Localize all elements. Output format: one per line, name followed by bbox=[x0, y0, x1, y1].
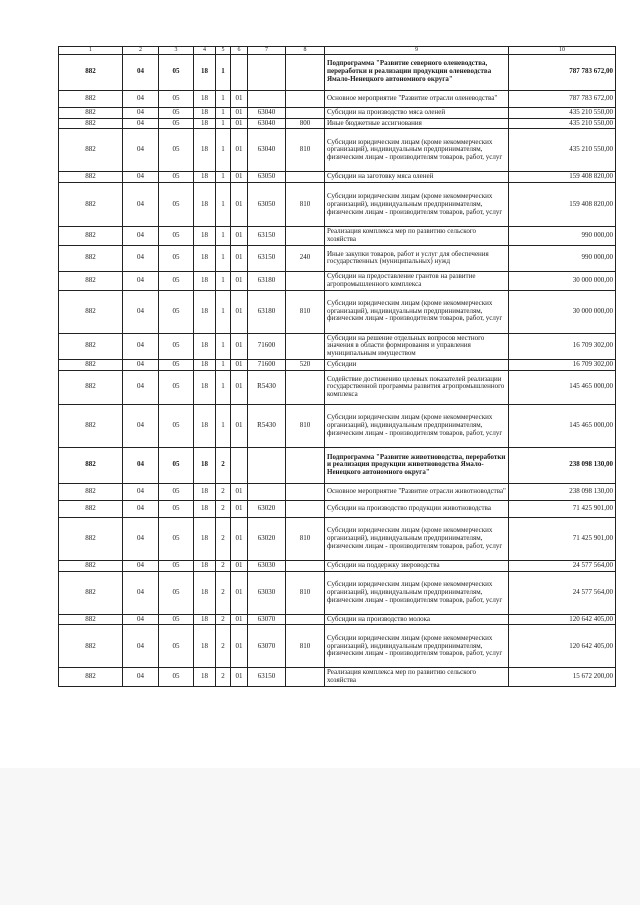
ministry-code-cell: 882 bbox=[59, 290, 123, 333]
expense-type-code-cell bbox=[286, 370, 325, 404]
description-cell: Иные закупки товаров, работ и услуг для обеспечения государственных (муниципальных) нужд bbox=[325, 245, 509, 271]
amount-cell: 71 425 901,00 bbox=[509, 500, 616, 517]
amount-cell: 435 210 550,00 bbox=[509, 107, 616, 118]
subprogram-code-cell: 2 bbox=[216, 560, 231, 571]
table-row bbox=[59, 271, 616, 290]
section-code-cell: 04 bbox=[123, 483, 159, 500]
section-code-cell: 04 bbox=[123, 668, 159, 687]
subsection-code-cell: 05 bbox=[159, 290, 194, 333]
amount-cell: 435 210 550,00 bbox=[509, 129, 616, 172]
ministry-code-cell: 882 bbox=[59, 500, 123, 517]
column-number: 10 bbox=[509, 47, 616, 55]
amount-cell: 435 210 550,00 bbox=[509, 118, 616, 129]
subsection-code-cell: 05 bbox=[159, 118, 194, 129]
subprogram-code-cell: 1 bbox=[216, 227, 231, 246]
ministry-code-cell: 882 bbox=[59, 517, 123, 560]
direction-code-cell bbox=[248, 54, 286, 90]
column-number: 6 bbox=[231, 47, 248, 55]
section-code-cell: 04 bbox=[123, 625, 159, 668]
subprogram-row bbox=[59, 54, 616, 90]
direction-code-cell: R5430 bbox=[248, 370, 286, 404]
expense-type-code-cell: 800 bbox=[286, 118, 325, 129]
column-number: 2 bbox=[123, 47, 159, 55]
event-code-cell: 01 bbox=[231, 245, 248, 271]
column-number: 5 bbox=[216, 47, 231, 55]
event-code-cell: 01 bbox=[231, 517, 248, 560]
program-code-cell: 18 bbox=[194, 483, 216, 500]
expense-type-code-cell bbox=[286, 227, 325, 246]
event-code-cell: 01 bbox=[231, 118, 248, 129]
expense-type-code-cell: 810 bbox=[286, 625, 325, 668]
description-cell: Подпрограмма "Развитие северного оленеводства, переработки и реализации продукции оленеводства Ямало-Ненецкого автономного округа" bbox=[325, 54, 509, 90]
event-code-cell: 01 bbox=[231, 290, 248, 333]
description-cell: Реализация комплекса мер по развитию сельского хозяйства bbox=[325, 668, 509, 687]
section-code-cell: 04 bbox=[123, 107, 159, 118]
section-code-cell: 04 bbox=[123, 333, 159, 359]
event-code-cell: 01 bbox=[231, 668, 248, 687]
description-cell: Реализация комплекса мер по развитию сельского хозяйства bbox=[325, 227, 509, 246]
table-row bbox=[59, 90, 616, 107]
table-row bbox=[59, 370, 616, 404]
table-row bbox=[59, 172, 616, 183]
event-code-cell: 01 bbox=[231, 360, 248, 371]
subprogram-code-cell: 1 bbox=[216, 118, 231, 129]
description-cell: Подпрограмма "Развитие животноводства, переработки и реализация продукции животноводства Ямало-Ненецкого автономного округа" bbox=[325, 447, 509, 483]
subprogram-code-cell: 2 bbox=[216, 614, 231, 625]
column-number: 1 bbox=[59, 47, 123, 55]
table-row bbox=[59, 333, 616, 359]
event-code-cell bbox=[231, 447, 248, 483]
subprogram-code-cell: 1 bbox=[216, 245, 231, 271]
table-row bbox=[59, 614, 616, 625]
ministry-code-cell: 882 bbox=[59, 107, 123, 118]
subprogram-code-cell: 1 bbox=[216, 271, 231, 290]
section-code-cell: 04 bbox=[123, 118, 159, 129]
section-code-cell: 04 bbox=[123, 560, 159, 571]
expense-type-code-cell bbox=[286, 447, 325, 483]
program-code-cell: 18 bbox=[194, 54, 216, 90]
direction-code-cell: 63040 bbox=[248, 118, 286, 129]
program-code-cell: 18 bbox=[194, 245, 216, 271]
section-code-cell: 04 bbox=[123, 129, 159, 172]
event-code-cell: 01 bbox=[231, 500, 248, 517]
direction-code-cell: 63020 bbox=[248, 517, 286, 560]
amount-cell: 990 000,00 bbox=[509, 227, 616, 246]
ministry-code-cell: 882 bbox=[59, 227, 123, 246]
direction-code-cell: 71600 bbox=[248, 360, 286, 371]
direction-code-cell: 63050 bbox=[248, 183, 286, 227]
amount-cell: 159 408 820,00 bbox=[509, 183, 616, 227]
event-code-cell: 01 bbox=[231, 404, 248, 447]
description-cell: Субсидии на производство мяса оленей bbox=[325, 107, 509, 118]
subprogram-code-cell: 1 bbox=[216, 404, 231, 447]
table-row bbox=[59, 625, 616, 668]
description-cell: Субсидии на заготовку мяса оленей bbox=[325, 172, 509, 183]
table-row bbox=[59, 668, 616, 687]
subsection-code-cell: 05 bbox=[159, 333, 194, 359]
subprogram-code-cell: 1 bbox=[216, 129, 231, 172]
direction-code-cell: 63020 bbox=[248, 500, 286, 517]
description-cell: Субсидии bbox=[325, 360, 509, 371]
direction-code-cell: 63040 bbox=[248, 107, 286, 118]
expense-type-code-cell bbox=[286, 668, 325, 687]
subsection-code-cell: 05 bbox=[159, 245, 194, 271]
expense-type-code-cell bbox=[286, 560, 325, 571]
amount-cell: 990 000,00 bbox=[509, 245, 616, 271]
program-code-cell: 18 bbox=[194, 560, 216, 571]
event-code-cell: 01 bbox=[231, 614, 248, 625]
program-code-cell: 18 bbox=[194, 625, 216, 668]
program-code-cell: 18 bbox=[194, 90, 216, 107]
expense-type-code-cell: 810 bbox=[286, 517, 325, 560]
direction-code-cell: 63180 bbox=[248, 290, 286, 333]
budget-table bbox=[58, 46, 616, 687]
table-row bbox=[59, 245, 616, 271]
amount-cell: 120 642 405,00 bbox=[509, 625, 616, 668]
subsection-code-cell: 05 bbox=[159, 500, 194, 517]
event-code-cell: 01 bbox=[231, 183, 248, 227]
subprogram-code-cell: 1 bbox=[216, 90, 231, 107]
event-code-cell: 01 bbox=[231, 483, 248, 500]
page-bottom-margin bbox=[0, 768, 640, 905]
ministry-code-cell: 882 bbox=[59, 614, 123, 625]
subsection-code-cell: 05 bbox=[159, 360, 194, 371]
subsection-code-cell: 05 bbox=[159, 90, 194, 107]
ministry-code-cell: 882 bbox=[59, 118, 123, 129]
program-code-cell: 18 bbox=[194, 290, 216, 333]
section-code-cell: 04 bbox=[123, 370, 159, 404]
ministry-code-cell: 882 bbox=[59, 483, 123, 500]
expense-type-code-cell bbox=[286, 90, 325, 107]
ministry-code-cell: 882 bbox=[59, 447, 123, 483]
expense-type-code-cell: 520 bbox=[286, 360, 325, 371]
description-cell: Основное мероприятие "Развитие отрасли оленеводства" bbox=[325, 90, 509, 107]
ministry-code-cell: 882 bbox=[59, 183, 123, 227]
program-code-cell: 18 bbox=[194, 271, 216, 290]
program-code-cell: 18 bbox=[194, 183, 216, 227]
amount-cell: 787 783 672,00 bbox=[509, 54, 616, 90]
direction-code-cell: 63150 bbox=[248, 245, 286, 271]
program-code-cell: 18 bbox=[194, 118, 216, 129]
subsection-code-cell: 05 bbox=[159, 483, 194, 500]
table-row bbox=[59, 560, 616, 571]
subprogram-code-cell: 2 bbox=[216, 571, 231, 614]
direction-code-cell: 63150 bbox=[248, 227, 286, 246]
subsection-code-cell: 05 bbox=[159, 571, 194, 614]
program-code-cell: 18 bbox=[194, 172, 216, 183]
section-code-cell: 04 bbox=[123, 404, 159, 447]
amount-cell: 238 098 130,00 bbox=[509, 447, 616, 483]
expense-type-code-cell bbox=[286, 172, 325, 183]
ministry-code-cell: 882 bbox=[59, 172, 123, 183]
subprogram-code-cell: 1 bbox=[216, 183, 231, 227]
subsection-code-cell: 05 bbox=[159, 668, 194, 687]
table-row bbox=[59, 183, 616, 227]
direction-code-cell: 63040 bbox=[248, 129, 286, 172]
column-number: 3 bbox=[159, 47, 194, 55]
subprogram-code-cell: 2 bbox=[216, 668, 231, 687]
subprogram-code-cell: 1 bbox=[216, 290, 231, 333]
description-cell: Субсидии юридическим лицам (кроме некоммерческих организаций), индивидуальным предпринимателям, физическим лицам - производителям товаров, работ, услуг bbox=[325, 517, 509, 560]
column-number: 8 bbox=[286, 47, 325, 55]
ministry-code-cell: 882 bbox=[59, 333, 123, 359]
table-row bbox=[59, 227, 616, 246]
description-cell: Субсидии на предоставление грантов на развитие агропромышленного комплекса bbox=[325, 271, 509, 290]
direction-code-cell bbox=[248, 90, 286, 107]
section-code-cell: 04 bbox=[123, 245, 159, 271]
event-code-cell: 01 bbox=[231, 129, 248, 172]
expense-type-code-cell bbox=[286, 333, 325, 359]
direction-code-cell bbox=[248, 447, 286, 483]
amount-cell: 145 465 000,00 bbox=[509, 370, 616, 404]
direction-code-cell: R5430 bbox=[248, 404, 286, 447]
program-code-cell: 18 bbox=[194, 517, 216, 560]
description-cell: Субсидии юридическим лицам (кроме некоммерческих организаций), индивидуальным предпринимателям, физическим лицам - производителям товаров, работ, услуг bbox=[325, 571, 509, 614]
event-code-cell: 01 bbox=[231, 90, 248, 107]
amount-cell: 145 465 000,00 bbox=[509, 404, 616, 447]
program-code-cell: 18 bbox=[194, 500, 216, 517]
section-code-cell: 04 bbox=[123, 571, 159, 614]
program-code-cell: 18 bbox=[194, 227, 216, 246]
subsection-code-cell: 05 bbox=[159, 183, 194, 227]
table-row bbox=[59, 571, 616, 614]
description-cell: Субсидии на решение отдельных вопросов местного значения в области формирования и управления муниципальным имуществом bbox=[325, 333, 509, 359]
program-code-cell: 18 bbox=[194, 404, 216, 447]
expense-type-code-cell: 810 bbox=[286, 129, 325, 172]
section-code-cell: 04 bbox=[123, 290, 159, 333]
section-code-cell: 04 bbox=[123, 500, 159, 517]
expense-type-code-cell bbox=[286, 271, 325, 290]
section-code-cell: 04 bbox=[123, 360, 159, 371]
ministry-code-cell: 882 bbox=[59, 360, 123, 371]
subprogram-code-cell: 2 bbox=[216, 625, 231, 668]
program-code-cell: 18 bbox=[194, 333, 216, 359]
description-cell: Субсидии на производство продукции животноводства bbox=[325, 500, 509, 517]
amount-cell: 24 577 564,00 bbox=[509, 560, 616, 571]
subsection-code-cell: 05 bbox=[159, 404, 194, 447]
amount-cell: 238 098 130,00 bbox=[509, 483, 616, 500]
event-code-cell: 01 bbox=[231, 107, 248, 118]
subsection-code-cell: 05 bbox=[159, 614, 194, 625]
table-row bbox=[59, 483, 616, 500]
program-code-cell: 18 bbox=[194, 370, 216, 404]
amount-cell: 120 642 405,00 bbox=[509, 614, 616, 625]
event-code-cell: 01 bbox=[231, 625, 248, 668]
event-code-cell: 01 bbox=[231, 333, 248, 359]
direction-code-cell: 63070 bbox=[248, 625, 286, 668]
table-row bbox=[59, 404, 616, 447]
ministry-code-cell: 882 bbox=[59, 560, 123, 571]
ministry-code-cell: 882 bbox=[59, 668, 123, 687]
subprogram-code-cell: 1 bbox=[216, 54, 231, 90]
expense-type-code-cell: 810 bbox=[286, 183, 325, 227]
description-cell: Основное мероприятие "Развитие отрасли животноводства" bbox=[325, 483, 509, 500]
expense-type-code-cell: 810 bbox=[286, 290, 325, 333]
subsection-code-cell: 05 bbox=[159, 447, 194, 483]
expense-type-code-cell: 810 bbox=[286, 404, 325, 447]
section-code-cell: 04 bbox=[123, 614, 159, 625]
event-code-cell: 01 bbox=[231, 571, 248, 614]
expense-type-code-cell: 810 bbox=[286, 571, 325, 614]
subprogram-row bbox=[59, 447, 616, 483]
amount-cell: 30 000 000,00 bbox=[509, 290, 616, 333]
subprogram-code-cell: 2 bbox=[216, 500, 231, 517]
direction-code-cell: 63150 bbox=[248, 668, 286, 687]
description-cell: Субсидии юридическим лицам (кроме некоммерческих организаций), индивидуальным предпринимателям, физическим лицам - производителям товаров, работ, услуг bbox=[325, 129, 509, 172]
ministry-code-cell: 882 bbox=[59, 129, 123, 172]
subsection-code-cell: 05 bbox=[159, 625, 194, 668]
ministry-code-cell: 882 bbox=[59, 625, 123, 668]
subprogram-code-cell: 1 bbox=[216, 360, 231, 371]
direction-code-cell: 71600 bbox=[248, 333, 286, 359]
column-number: 9 bbox=[325, 47, 509, 55]
program-code-cell: 18 bbox=[194, 107, 216, 118]
description-cell: Субсидии на производство молока bbox=[325, 614, 509, 625]
amount-cell: 30 000 000,00 bbox=[509, 271, 616, 290]
subsection-code-cell: 05 bbox=[159, 107, 194, 118]
amount-cell: 16 709 302,00 bbox=[509, 360, 616, 371]
section-code-cell: 04 bbox=[123, 517, 159, 560]
column-number-row bbox=[59, 47, 616, 55]
column-number: 4 bbox=[194, 47, 216, 55]
table-row bbox=[59, 290, 616, 333]
table-row bbox=[59, 118, 616, 129]
event-code-cell: 01 bbox=[231, 172, 248, 183]
event-code-cell: 01 bbox=[231, 370, 248, 404]
table-row bbox=[59, 360, 616, 371]
ministry-code-cell: 882 bbox=[59, 571, 123, 614]
amount-cell: 787 783 672,00 bbox=[509, 90, 616, 107]
expense-type-code-cell bbox=[286, 614, 325, 625]
subprogram-code-cell: 1 bbox=[216, 172, 231, 183]
description-cell: Содействие достижению целевых показателей реализации государственной программы развития агропромышленного комплекса bbox=[325, 370, 509, 404]
direction-code-cell: 63180 bbox=[248, 271, 286, 290]
section-code-cell: 04 bbox=[123, 172, 159, 183]
subsection-code-cell: 05 bbox=[159, 560, 194, 571]
subsection-code-cell: 05 bbox=[159, 271, 194, 290]
section-code-cell: 04 bbox=[123, 183, 159, 227]
program-code-cell: 18 bbox=[194, 129, 216, 172]
section-code-cell: 04 bbox=[123, 447, 159, 483]
description-cell: Субсидии на поддержку звероводства bbox=[325, 560, 509, 571]
column-number: 7 bbox=[248, 47, 286, 55]
subsection-code-cell: 05 bbox=[159, 129, 194, 172]
description-cell: Субсидии юридическим лицам (кроме некоммерческих организаций), индивидуальным предпринимателям, физическим лицам - производителям товаров, работ, услуг bbox=[325, 625, 509, 668]
expense-type-code-cell bbox=[286, 107, 325, 118]
event-code-cell bbox=[231, 54, 248, 90]
direction-code-cell: 63030 bbox=[248, 560, 286, 571]
ministry-code-cell: 882 bbox=[59, 245, 123, 271]
program-code-cell: 18 bbox=[194, 571, 216, 614]
section-code-cell: 04 bbox=[123, 54, 159, 90]
section-code-cell: 04 bbox=[123, 227, 159, 246]
budget-table-body bbox=[59, 47, 616, 687]
program-code-cell: 18 bbox=[194, 360, 216, 371]
table-row bbox=[59, 517, 616, 560]
expense-type-code-cell bbox=[286, 54, 325, 90]
table-row bbox=[59, 107, 616, 118]
direction-code-cell: 63030 bbox=[248, 571, 286, 614]
section-code-cell: 04 bbox=[123, 271, 159, 290]
amount-cell: 24 577 564,00 bbox=[509, 571, 616, 614]
program-code-cell: 18 bbox=[194, 614, 216, 625]
amount-cell: 159 408 820,00 bbox=[509, 172, 616, 183]
subsection-code-cell: 05 bbox=[159, 227, 194, 246]
ministry-code-cell: 882 bbox=[59, 90, 123, 107]
description-cell: Субсидии юридическим лицам (кроме некоммерческих организаций), индивидуальным предпринимателям, физическим лицам - производителям товаров, работ, услуг bbox=[325, 404, 509, 447]
subprogram-code-cell: 2 bbox=[216, 517, 231, 560]
ministry-code-cell: 882 bbox=[59, 370, 123, 404]
section-code-cell: 04 bbox=[123, 90, 159, 107]
direction-code-cell bbox=[248, 483, 286, 500]
subsection-code-cell: 05 bbox=[159, 517, 194, 560]
ministry-code-cell: 882 bbox=[59, 271, 123, 290]
subprogram-code-cell: 2 bbox=[216, 483, 231, 500]
table-row bbox=[59, 129, 616, 172]
subsection-code-cell: 05 bbox=[159, 172, 194, 183]
ministry-code-cell: 882 bbox=[59, 404, 123, 447]
table-row bbox=[59, 500, 616, 517]
subprogram-code-cell: 1 bbox=[216, 370, 231, 404]
expense-type-code-cell bbox=[286, 483, 325, 500]
amount-cell: 16 709 302,00 bbox=[509, 333, 616, 359]
subsection-code-cell: 05 bbox=[159, 54, 194, 90]
ministry-code-cell: 882 bbox=[59, 54, 123, 90]
expense-type-code-cell bbox=[286, 500, 325, 517]
program-code-cell: 18 bbox=[194, 447, 216, 483]
description-cell: Иные бюджетные ассигнования bbox=[325, 118, 509, 129]
event-code-cell: 01 bbox=[231, 560, 248, 571]
subsection-code-cell: 05 bbox=[159, 370, 194, 404]
description-cell: Субсидии юридическим лицам (кроме некоммерческих организаций), индивидуальным предпринимателям, физическим лицам - производителям товаров, работ, услуг bbox=[325, 183, 509, 227]
expense-type-code-cell: 240 bbox=[286, 245, 325, 271]
event-code-cell: 01 bbox=[231, 227, 248, 246]
program-code-cell: 18 bbox=[194, 668, 216, 687]
direction-code-cell: 63050 bbox=[248, 172, 286, 183]
subprogram-code-cell: 2 bbox=[216, 447, 231, 483]
amount-cell: 71 425 901,00 bbox=[509, 517, 616, 560]
direction-code-cell: 63070 bbox=[248, 614, 286, 625]
subprogram-code-cell: 1 bbox=[216, 107, 231, 118]
subprogram-code-cell: 1 bbox=[216, 333, 231, 359]
amount-cell: 15 672 200,00 bbox=[509, 668, 616, 687]
event-code-cell: 01 bbox=[231, 271, 248, 290]
description-cell: Субсидии юридическим лицам (кроме некоммерческих организаций), индивидуальным предпринимателям, физическим лицам - производителям товаров, работ, услуг bbox=[325, 290, 509, 333]
